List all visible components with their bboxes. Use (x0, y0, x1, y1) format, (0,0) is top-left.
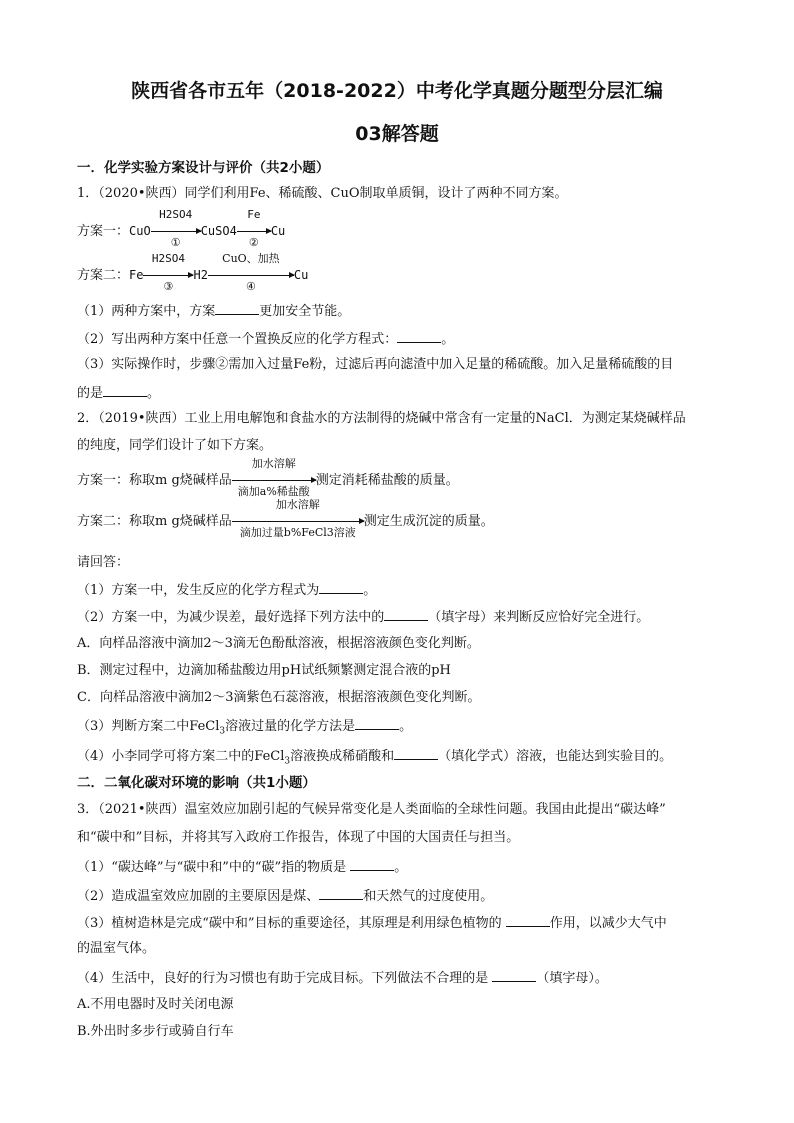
arrow2-top-label: 加水溶解 (275, 498, 320, 511)
reaction-arrow-3 (143, 252, 193, 293)
plan1-cuo: CuO (129, 224, 151, 238)
q1-part3: （3）实际操作时，步骤②需加入过量Fe粉，过滤后再向滤渣中加入足量的稀硫酸。加入足量稀硫酸的目 (77, 357, 674, 372)
q2-part1: （1）方案一中，发生反应的化学方程式为 。 (77, 580, 376, 600)
q3-part2: （2）造成温室效应加剧的主要原因是煤、 和天然气的过度使用。 (77, 886, 493, 906)
q1-part2: （2）写出两种方案中任意一个置换反应的化学方程式： 。 (77, 329, 454, 349)
q3-part3-cont: 的温室气体。 (77, 941, 156, 956)
answer-blank[interactable] (506, 913, 550, 927)
document-title: 陕西省各市五年（2018-2022）中考化学真题分题型分层汇编 (131, 80, 663, 102)
q2-ask: 请回答： (77, 555, 130, 570)
q3-part1: （1）“碳达峰”与“碳中和”中的“碳”指的物质是 。 (77, 857, 407, 877)
answer-blank[interactable] (319, 886, 363, 900)
plan2-cu: Cu (293, 268, 309, 282)
reaction-arrow-2 (237, 208, 271, 249)
plan2-label: 方案二： (77, 268, 130, 283)
process-arrow-1 (232, 457, 316, 498)
answer-blank[interactable] (384, 607, 428, 621)
q3-stem: 3．（2021•陕西）温室效应加剧引起的气候异常变化是人类面临的全球性问题。我国由此提出“碳达峰” (77, 802, 666, 817)
q1-plan2 (77, 252, 309, 293)
reagent-cuo-heat: CuO、加热 (222, 252, 280, 265)
document-subtitle: 03解答题 (355, 123, 439, 145)
q3-stem-cont: 和“碳中和”目标，并将其写入政府工作报告，体现了中国的大国责任与担当。 (77, 830, 520, 845)
section-heading-1: 一．化学实验方案设计与评价（共2小题） (77, 160, 330, 176)
step-4-label: ④ (245, 280, 256, 293)
q2-plan1: 方案一：称取m g烧碱样品 加水溶解 滴加a%稀盐酸 测定消耗稀盐酸的质量。 (77, 457, 459, 498)
step-3-label: ③ (163, 280, 174, 293)
q2-part2: （2）方案一中，为减少误差，最好选择下列方法中的 （填字母）来判断反应恰好完全进行。 (77, 607, 649, 627)
answer-blank[interactable] (350, 857, 394, 871)
q1-part1: （1）两种方案中，方案 更加安全节能。 (77, 301, 350, 321)
plan2-fe: Fe (129, 268, 144, 282)
reagent-h2so4: H2SO4 (159, 208, 193, 221)
q1-plan1 (77, 208, 286, 249)
answer-blank[interactable] (355, 716, 399, 730)
arrow2-bottom-label: 滴加过量b%FeCl3溶液 (239, 526, 356, 539)
q3-option-b: B.外出时多步行或骑自行车 (77, 1024, 234, 1039)
reagent-fe: Fe (247, 208, 261, 221)
plan1-cuso4: CuSO4 (200, 224, 237, 238)
q2-stem-cont: 的纯度，同学们设计了如下方案。 (77, 438, 273, 453)
q2-option-a: A．向样品溶液中滴加2～3滴无色酚酞溶液，根据溶液颜色变化判断。 (77, 636, 480, 651)
reaction-arrow-4 (208, 252, 294, 293)
process-arrow-2 (232, 498, 364, 539)
answer-blank[interactable] (492, 968, 536, 982)
q3-part4: （4）生活中，良好的行为习惯也有助于完成目标。下列做法不合理的是 （填字母）。 (77, 968, 608, 988)
q2-stem: 2．（2019•陕西）工业上用电解饱和食盐水的方法制得的烧碱中常含有一定量的NaCl．为测定某烧碱样品 (77, 411, 686, 426)
q2-option-c: C．向样品溶液中滴加2～3滴紫色石蕊溶液，根据溶液颜色变化判断。 (77, 690, 481, 705)
q1-part3-cont: 的是 。 (77, 383, 160, 403)
q2-part4: （4）小李同学可将方案二中的FeCl$_3$溶液换成稀硝酸和 （填化学式）溶液，也能达到实验目的。 (77, 746, 672, 771)
answer-blank[interactable] (397, 329, 441, 343)
q1-stem: 1．（2020•陕西）同学们利用Fe、稀硫酸、CuO制取单质铜，设计了两种不同方案。 (77, 186, 568, 201)
arrow1-bottom-label: 滴加a%稀盐酸 (237, 485, 310, 498)
q2-part3: （3）判断方案二中FeCl$_3$溶液过量的化学方法是 。 (77, 716, 412, 741)
q3-option-a: A.不用电器时及时关闭电源 (77, 997, 234, 1012)
reagent-h2so4-2: H2SO4 (151, 252, 186, 265)
q2-option-b: B．测定过程中，边滴加稀盐酸边用pH试纸频繁测定混合液的pH (77, 663, 451, 678)
plan1-label: 方案一： (77, 224, 130, 239)
answer-blank[interactable] (215, 301, 259, 315)
reaction-arrow-1 (151, 208, 201, 249)
answer-blank[interactable] (103, 383, 147, 397)
step-2-label: ② (248, 236, 259, 249)
step-1-label: ① (170, 236, 181, 249)
q3-part3: （3）植树造林是完成“碳中和”目标的重要途径，其原理是利用绿色植物的 作用，以减少大气中 (77, 913, 667, 933)
answer-blank[interactable] (319, 580, 363, 594)
arrow1-top-label: 加水溶解 (251, 457, 296, 470)
section-heading-2: 二．二氧化碳对环境的影响（共1小题） (77, 775, 316, 791)
plan1-cu: Cu (270, 224, 286, 238)
plan2-h2: H2 (193, 268, 208, 282)
answer-blank[interactable] (394, 746, 438, 760)
q2-plan2: 方案二：称取m g烧碱样品 加水溶解 滴加过量b%FeCl3溶液 测定生成沉淀的质量。 (77, 498, 494, 539)
